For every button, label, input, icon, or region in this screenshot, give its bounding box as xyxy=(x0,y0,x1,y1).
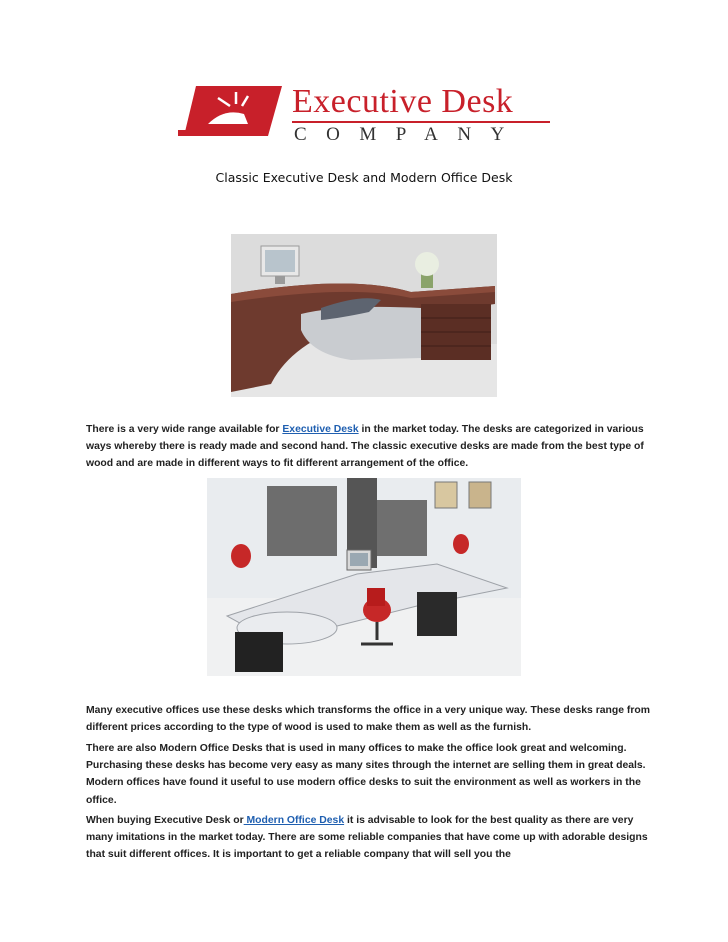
logo-emblem-icon xyxy=(184,86,282,136)
paragraph-1 xyxy=(86,421,656,473)
brand-subtitle: COMPANY xyxy=(294,124,524,145)
brand-divider xyxy=(292,121,550,123)
paragraph-4-text-start: When buying Executive Desk or xyxy=(86,815,244,826)
paragraph-3: There are also Modern Office Desks that is used in many offices to make the office look great and welcoming. Purchasing these desks has become very easy as many sites through the internet are selling them in great deals. Modern offices have found it useful to use modern office desks to suit the environment as well as workers in the office. xyxy=(86,743,646,806)
brand-name: Executive Desk xyxy=(292,83,514,120)
modern-office-desk-photo xyxy=(207,478,521,676)
paragraph-1-text-start: There is a very wide range available for xyxy=(86,424,283,435)
paragraph-4-text-end: it is advisable to look for the best quality as there are very many imitations in the market today. There are some reliable companies that have come up with adorable designs that suit different offices. It is important to get a reliable company that will sell you the xyxy=(86,815,648,861)
paragraph-1-text-end: in the market today. The desks are categorized in various ways whereby there is ready made and second hand. The classic executive desks are made from the best type of wood and are made in different ways to fit different arrangement of the office. xyxy=(86,424,644,470)
paragraph-2: Many executive offices use these desks which transforms the office in a very unique way. These desks range from different prices according to the type of wood is used to make them as well as the furnish. xyxy=(86,705,650,734)
executive-desk-photo xyxy=(231,234,497,397)
executive-desk-link[interactable]: Executive Desk xyxy=(282,424,359,435)
modern-office-desk-link[interactable]: Modern Office Desk xyxy=(243,815,345,826)
page-title: Classic Executive Desk and Modern Office Desk xyxy=(215,170,513,185)
paragraph-4 xyxy=(86,812,656,864)
